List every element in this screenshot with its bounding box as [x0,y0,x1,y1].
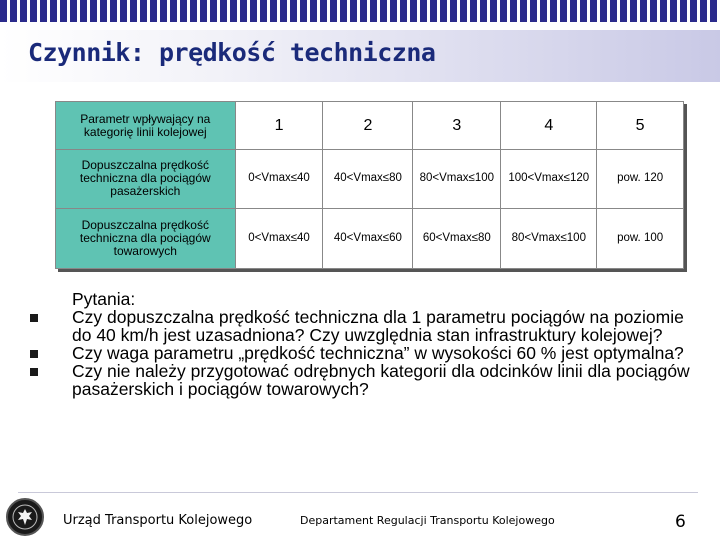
row-label-passenger: Dopuszczalna prędkość techniczna dla pociągów pasażerskich [56,150,236,208]
question-item [20,362,700,398]
column-header-3: 3 [413,102,501,150]
questions-header: Pytania: [72,289,136,309]
top-stripe-decoration [0,0,720,22]
column-header-2: 2 [323,102,413,150]
table-cell: 0<Vmax≤40 [235,208,323,268]
footer-department: Departament Regulacji Transportu Kolejowego [300,514,555,527]
bullet-square-icon [30,350,38,358]
table-row-freight [56,208,684,268]
table-cell: 80<Vmax≤100 [413,150,501,208]
table-cell: 100<Vmax≤120 [501,150,597,208]
table-row-passenger [56,150,684,208]
table-cell: 60<Vmax≤80 [413,208,501,268]
question-item [20,344,700,362]
table-cell: 40<Vmax≤80 [323,150,413,208]
questions-section [20,290,700,398]
table-header-label: Parametr wpływający na kategorię linii kolejowej [56,102,236,150]
row-label-freight: Dopuszczalna prędkość techniczna dla pociągów towarowych [56,208,236,268]
question-item [20,308,700,344]
table-cell: 80<Vmax≤100 [501,208,597,268]
question-text: Czy nie należy przygotować odrębnych kategorii dla odcinków linii dla pociągów pasażerskich i pociągów towarowych? [72,361,690,399]
table-cell: 0<Vmax≤40 [235,150,323,208]
slide-title: Czynnik: prędkość techniczna [28,38,436,67]
question-text: Czy dopuszczalna prędkość techniczna dla 1 parametru pociągów na poziomie do 40 km/h jest uzasadniona? Czy uwzględnia stan infrastruktury kolejowej? [72,307,684,345]
footer-divider [18,492,698,493]
column-header-5: 5 [597,102,684,150]
page-number: 6 [675,512,686,532]
footer-organization: Urząd Transportu Kolejowego [63,513,253,528]
bullet-square-icon [30,368,38,376]
table-cell: pow. 120 [597,150,684,208]
table-header-row [56,102,684,150]
column-header-1: 1 [235,102,323,150]
question-text: Czy waga parametru „prędkość techniczna” w wysokości 60 % jest optymalna? [72,343,684,363]
bullet-square-icon [30,314,38,322]
column-header-4: 4 [501,102,597,150]
table-cell: 40<Vmax≤60 [323,208,413,268]
table-cell: pow. 100 [597,208,684,268]
white-eagle-emblem-icon [6,498,44,536]
parameter-table [55,101,684,269]
